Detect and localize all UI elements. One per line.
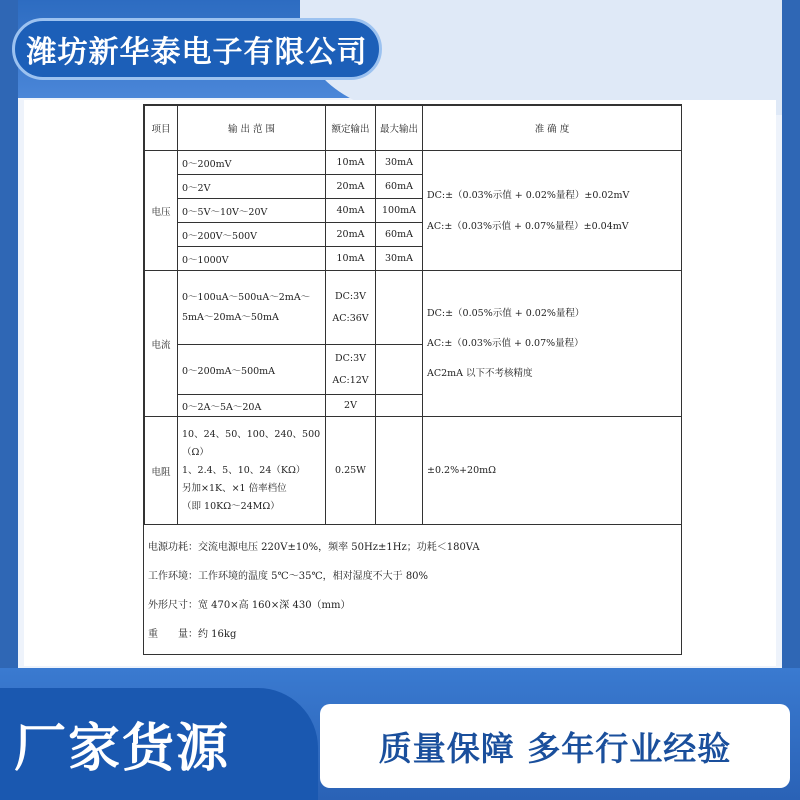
max-cell bbox=[376, 271, 423, 345]
max-cell: 100mA bbox=[376, 199, 423, 223]
range-line: 1、2.4、5、10、24（KΩ） bbox=[182, 464, 306, 476]
resistance-accuracy: ±0.2%+20mΩ bbox=[423, 417, 682, 525]
rated-cell: 0.25W bbox=[326, 417, 376, 525]
resistance-range bbox=[178, 417, 326, 525]
rated-cell: 10mA bbox=[326, 247, 376, 271]
spec-document bbox=[143, 104, 682, 655]
footer-environment: 工作环境：工作环境的温度 5℃～35℃，相对湿度不大于 80% bbox=[148, 571, 429, 582]
max-cell: 60mA bbox=[376, 175, 423, 199]
rated-cell: 2V bbox=[326, 395, 376, 417]
accuracy-line: AC:±（0.03%示值 + 0.07%量程） bbox=[427, 338, 584, 349]
max-cell bbox=[376, 417, 423, 525]
voltage-label: 电压 bbox=[145, 151, 178, 271]
header-accuracy: 准 确 度 bbox=[423, 106, 682, 151]
header-item: 项目 bbox=[145, 106, 178, 151]
accuracy-line: DC:±（0.05%示值 + 0.02%量程） bbox=[427, 308, 585, 319]
voltage-accuracy bbox=[423, 151, 682, 271]
rated-cell: 10mA bbox=[326, 151, 376, 175]
footer-power: 电源功耗：交流电源电压 220V±10%，频率 50Hz±1Hz；功耗＜180VA bbox=[148, 542, 480, 553]
range-cell: 0～100uA～500uA～2mA～5mA～20mA～50mA bbox=[178, 271, 326, 345]
current-label: 电流 bbox=[145, 271, 178, 417]
table-row bbox=[145, 271, 682, 345]
range-cell: 0～200V～500V bbox=[178, 223, 326, 247]
range-cell: 0～5V～10V～20V bbox=[178, 199, 326, 223]
max-cell bbox=[376, 395, 423, 417]
header-range: 输 出 范 围 bbox=[178, 106, 326, 151]
table-row bbox=[145, 417, 682, 525]
max-cell: 60mA bbox=[376, 223, 423, 247]
spec-footer bbox=[144, 525, 681, 649]
range-cell: 0～1000V bbox=[178, 247, 326, 271]
rated-cell: 20mA bbox=[326, 175, 376, 199]
rated-cell: 20mA bbox=[326, 223, 376, 247]
banner-right-text: 质量保障 多年行业经验 bbox=[378, 728, 732, 768]
header-rated: 额定输出 bbox=[326, 106, 376, 151]
company-title-badge bbox=[12, 18, 382, 80]
banner-left-block bbox=[0, 688, 318, 800]
range-line: 另加×1K、×1 倍率档位 bbox=[182, 482, 287, 494]
accuracy-line: DC:±（0.03%示值 + 0.02%量程）±0.02mV bbox=[427, 189, 630, 201]
range-cell: 0～2V bbox=[178, 175, 326, 199]
footer-dimensions: 外形尺寸：宽 470×高 160×深 430（mm） bbox=[148, 600, 351, 611]
header-max: 最大输出 bbox=[376, 106, 423, 151]
range-cell: 0～200mA～500mA bbox=[178, 345, 326, 395]
rated-cell: 40mA bbox=[326, 199, 376, 223]
table-header-row bbox=[145, 106, 682, 151]
company-name: 潍坊新华泰电子有限公司 bbox=[26, 35, 368, 70]
current-accuracy bbox=[423, 271, 682, 417]
table-row bbox=[145, 151, 682, 175]
range-line: （即 10KΩ～24MΩ） bbox=[182, 500, 280, 512]
spec-table bbox=[144, 105, 682, 525]
rated-cell: DC:3V AC:12V bbox=[326, 345, 376, 395]
accuracy-line: AC:±（0.03%示值 + 0.07%量程）±0.04mV bbox=[427, 220, 629, 232]
max-cell bbox=[376, 345, 423, 395]
range-cell: 0～200mV bbox=[178, 151, 326, 175]
range-line: 10、24、50、100、240、500（Ω） bbox=[182, 428, 321, 458]
banner-right-block bbox=[320, 704, 790, 788]
rated-cell: DC:3V AC:36V bbox=[326, 271, 376, 345]
max-cell: 30mA bbox=[376, 151, 423, 175]
max-cell: 30mA bbox=[376, 247, 423, 271]
banner-left-text: 厂家货源 bbox=[14, 719, 231, 779]
footer-weight: 重 量：约 16kg bbox=[148, 629, 237, 640]
resistance-label: 电阻 bbox=[145, 417, 178, 525]
accuracy-line: AC2mA 以下不考核精度 bbox=[427, 368, 533, 379]
range-cell: 0～2A～5A～20A bbox=[178, 395, 326, 417]
